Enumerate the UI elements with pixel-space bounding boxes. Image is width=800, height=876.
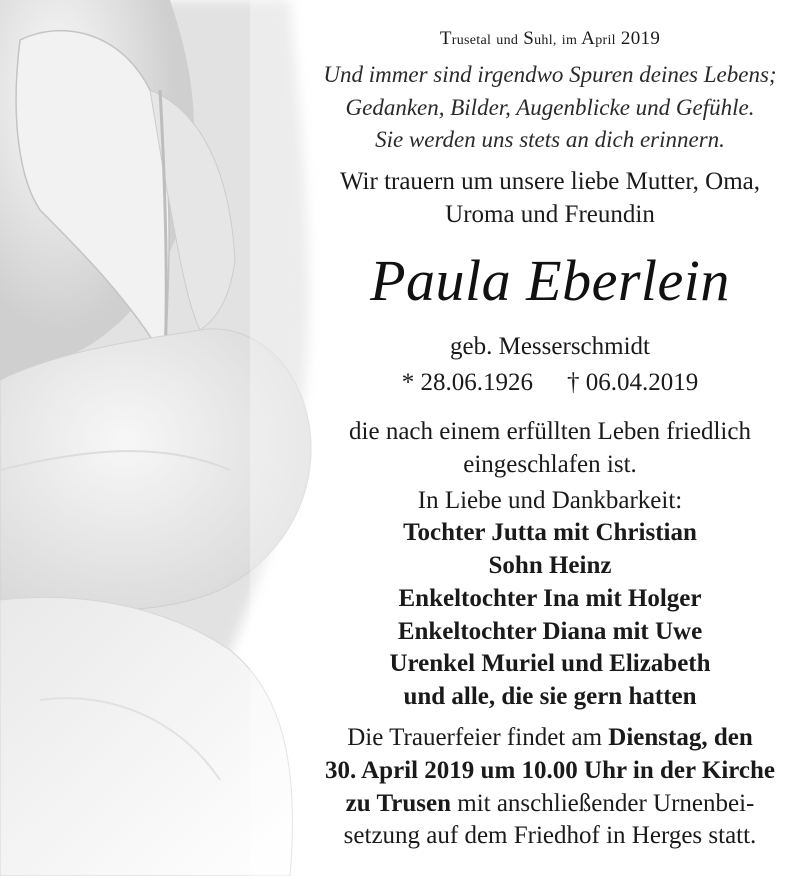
birth-name: geb. Messerschmidt (450, 333, 650, 360)
funeral-line-2: 30. April 2019 um 10.00 Uhr in der Kirche (324, 757, 776, 784)
text-line-1: die nach einem erfüllten Leben friedlich (349, 418, 751, 445)
funeral-line-1: Die Trauerfeier findet am Dienstag, den (347, 724, 753, 751)
mourner-name: Enkeltochter Ina mit Holger (398, 585, 702, 612)
life-dates (300, 369, 800, 397)
funeral-line-3: zu Trusen mit anschließender Urnenbei- (345, 790, 755, 817)
birth-date: * 28.06.1926 (401, 369, 533, 396)
mourners-heading: In Liebe und Dankbarkeit: (417, 487, 683, 514)
death-date: † 06.04.2019 (567, 369, 699, 396)
place-date-header: Trusetal und Suhl, im April 2019 (439, 28, 661, 49)
intro-line-1: Wir trauern um unsere liebe Mutter, Oma, (339, 168, 761, 195)
funeral-line-4: setzung auf dem Friedhof in Herges statt. (343, 822, 757, 849)
mourner-name: Sohn Heinz (488, 552, 612, 579)
mourner-name: Enkeltochter Diana mit Uwe (397, 618, 703, 645)
poem-line-3: Sie werden uns stets an dich erinnern. (375, 127, 725, 152)
deceased-name: Paula Eberlein (370, 248, 730, 313)
text-line-2: eingeschlafen ist. (463, 451, 637, 478)
mourner-name: und alle, die sie gern hatten (403, 683, 697, 710)
poem-line-1: Und immer sind irgendwo Spuren deines Lebens; (323, 62, 777, 87)
mourner-name: Urenkel Muriel und Elizabeth (389, 650, 711, 677)
poem-line-2: Gedanken, Bilder, Augenblicke und Gefühle. (345, 95, 755, 120)
mourner-name: Tochter Jutta mit Christian (403, 519, 697, 546)
intro-line-2: Uroma und Freundin (445, 201, 655, 228)
